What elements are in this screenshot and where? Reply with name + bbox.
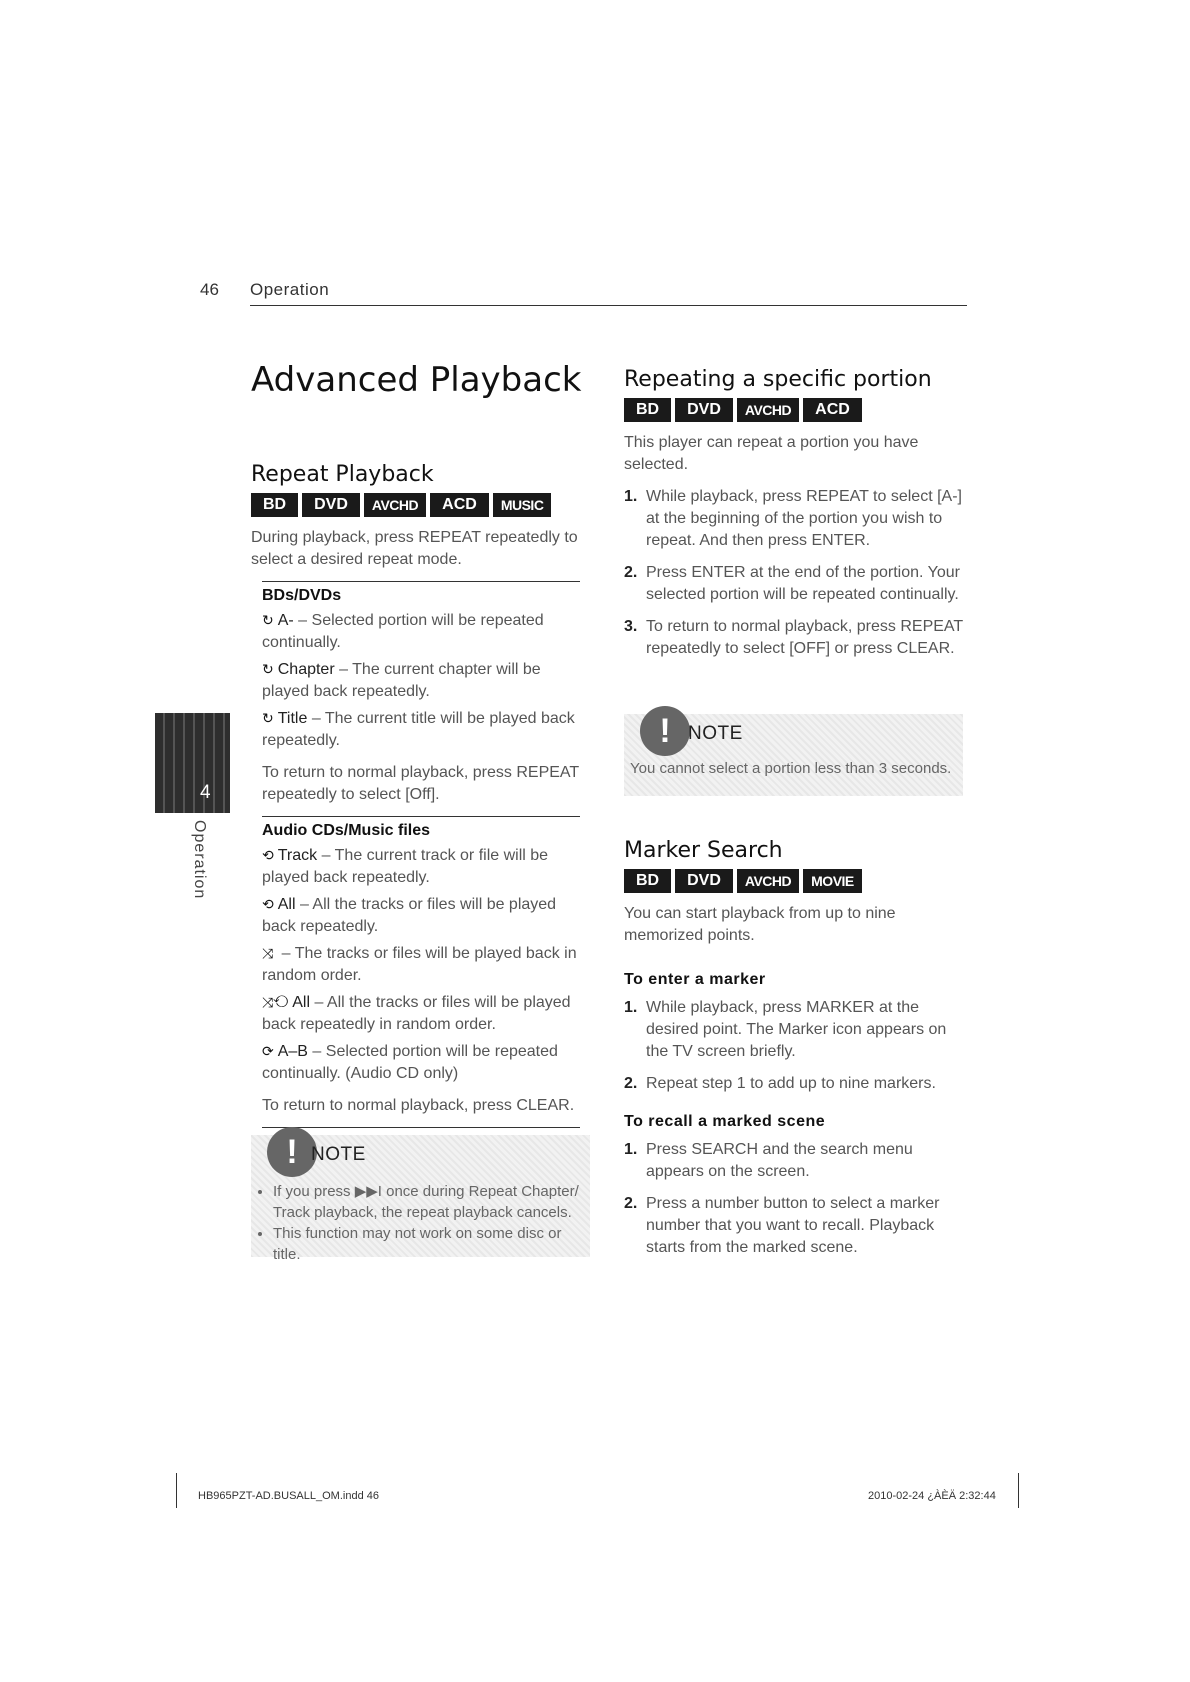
badge-dvd: DVD [675,869,733,893]
badge-avchd: AVCHD [737,869,799,893]
chapter-tab [155,713,230,813]
badge-acd: ACD [430,493,489,517]
badge-acd: ACD [803,398,862,422]
note-alert-icon: ! [640,706,690,756]
repeating-portion-steps [624,486,969,660]
box-rule-top [262,581,580,582]
marker-search-intro: You can start playback from up to nine memorized points. [624,905,896,944]
repeat-track-icon: ⟲ [262,847,274,863]
page-number: 46 [200,280,219,299]
recall-scene-steps [624,1139,969,1259]
note-list [259,1181,593,1265]
box-rule-middle [262,816,580,817]
badge-music: MUSIC [493,493,552,517]
mode-entry: ↻ A- – Selected portion will be repeated continually. [262,609,580,654]
repeat-modes-box [262,581,580,1128]
note-label: NOTE [311,1144,366,1165]
page-title: Advanced Playback [251,360,582,400]
repeat-playback-badges [251,493,581,517]
audio-footer: To return to normal playback, press CLEAR. [262,1097,575,1114]
mode-entry: ⤨⟲ All – All the tracks or files will be played back repeatedly in random order. [262,991,580,1036]
repeat-icon: ↻ [262,710,274,726]
chapter-number: 4 [200,782,211,803]
mode-entry: ⟲ Track – The current track or file will be played back repeatedly. [262,844,580,889]
marker-search-section [624,838,969,1269]
mode-entry: ⤨ – The tracks or files will be played back in random order. [262,942,580,987]
repeat-playback-intro: During playback, press REPEAT repeatedly to select a desired repeat mode. [251,529,578,568]
badge-bd: BD [251,493,298,517]
mode-entry: ⟳ A–B – Selected portion will be repeated continually. (Audio CD only) [262,1040,580,1085]
footer-file: HB965PZT-AD.BUSALL_OM.indd 46 [198,1490,379,1502]
mode-entry: ↻ Title – The current title will be played back repeatedly. [262,707,580,752]
repeating-portion-intro: This player can repeat a portion you have selected. [624,434,919,473]
badge-dvd: DVD [675,398,733,422]
step-item: 1. Press SEARCH and the search menu appears on the screen. [624,1141,913,1180]
mode-entry: ↻ Chapter – The current chapter will be played back repeatedly. [262,658,580,703]
bd-dvd-footer: To return to normal playback, press REPEAT repeatedly to select [Off]. [262,764,579,803]
repeat-ab-icon: ⟳ [262,1043,274,1059]
note-item: • This function may not work on some disc or title. [273,1223,593,1265]
shuffle-icon: ⤨ [262,945,274,961]
recall-scene-heading: To recall a marked scene [624,1113,826,1130]
section-title: Operation [250,280,330,299]
badge-bd: BD [624,869,671,893]
repeat-playback-section [251,462,581,1128]
enter-marker-steps [624,997,969,1095]
enter-marker-heading: To enter a marker [624,971,766,988]
header-rule [250,305,967,306]
repeat-playback-heading: Repeat Playback [251,462,434,487]
badge-movie: MOVIE [803,869,862,893]
step-item: 2. Press ENTER at the end of the portion. Your selected portion will be repeated continually. [624,564,960,603]
chapter-label: Operation [191,820,208,900]
badge-dvd: DVD [302,493,360,517]
footer-timestamp: 2010-02-24 ¿ÀÈÄ 2:32:44 [868,1490,996,1502]
repeat-icon: ↻ [262,661,274,677]
box-rule-bottom [262,1127,580,1128]
badge-avchd: AVCHD [364,493,426,517]
step-item: 3. To return to normal playback, press REPEAT repeatedly to select [OFF] or press CLEAR. [624,618,963,657]
portion-note [624,714,963,796]
repeating-portion-badges [624,398,969,422]
step-item: 2. Repeat step 1 to add up to nine markers. [624,1075,936,1092]
note-item: • If you press ▶▶I once during Repeat Chapter/ Track playback, the repeat playback cancels. [273,1181,593,1223]
mode-entry: ⟲ All – All the tracks or files will be played back repeatedly. [262,893,580,938]
shuffle-repeat-all-icon: ⤨⟲ [262,994,289,1010]
marker-search-badges [624,869,969,893]
repeating-portion-heading: Repeating a specific portion [624,367,932,392]
step-item: 2. Press a number button to select a marker number that you want to recall. Playback starts from the marked scene. [624,1195,940,1256]
note-alert-icon: ! [267,1127,317,1177]
note-text: You cannot select a portion less than 3 seconds. [630,760,952,777]
repeat-all-icon: ⟲ [262,896,274,912]
repeating-portion-section [624,367,969,670]
repeat-note [251,1133,590,1263]
step-item: 1. While playback, press REPEAT to select [A-] at the beginning of the portion you wish to repeat. And then press ENTER. [624,488,962,549]
footer-right-rule [1018,1473,1019,1508]
marker-search-heading: Marker Search [624,838,783,863]
step-item: 1. While playback, press MARKER at the desired point. The Marker icon appears on the TV screen briefly. [624,999,947,1060]
audio-heading: Audio CDs/Music files [262,822,431,839]
note-label: NOTE [688,723,743,744]
badge-avchd: AVCHD [737,398,799,422]
footer-left-rule [176,1473,177,1508]
badge-bd: BD [624,398,671,422]
repeat-icon: ↻ [262,612,274,628]
bd-dvd-heading: BDs/DVDs [262,587,342,604]
